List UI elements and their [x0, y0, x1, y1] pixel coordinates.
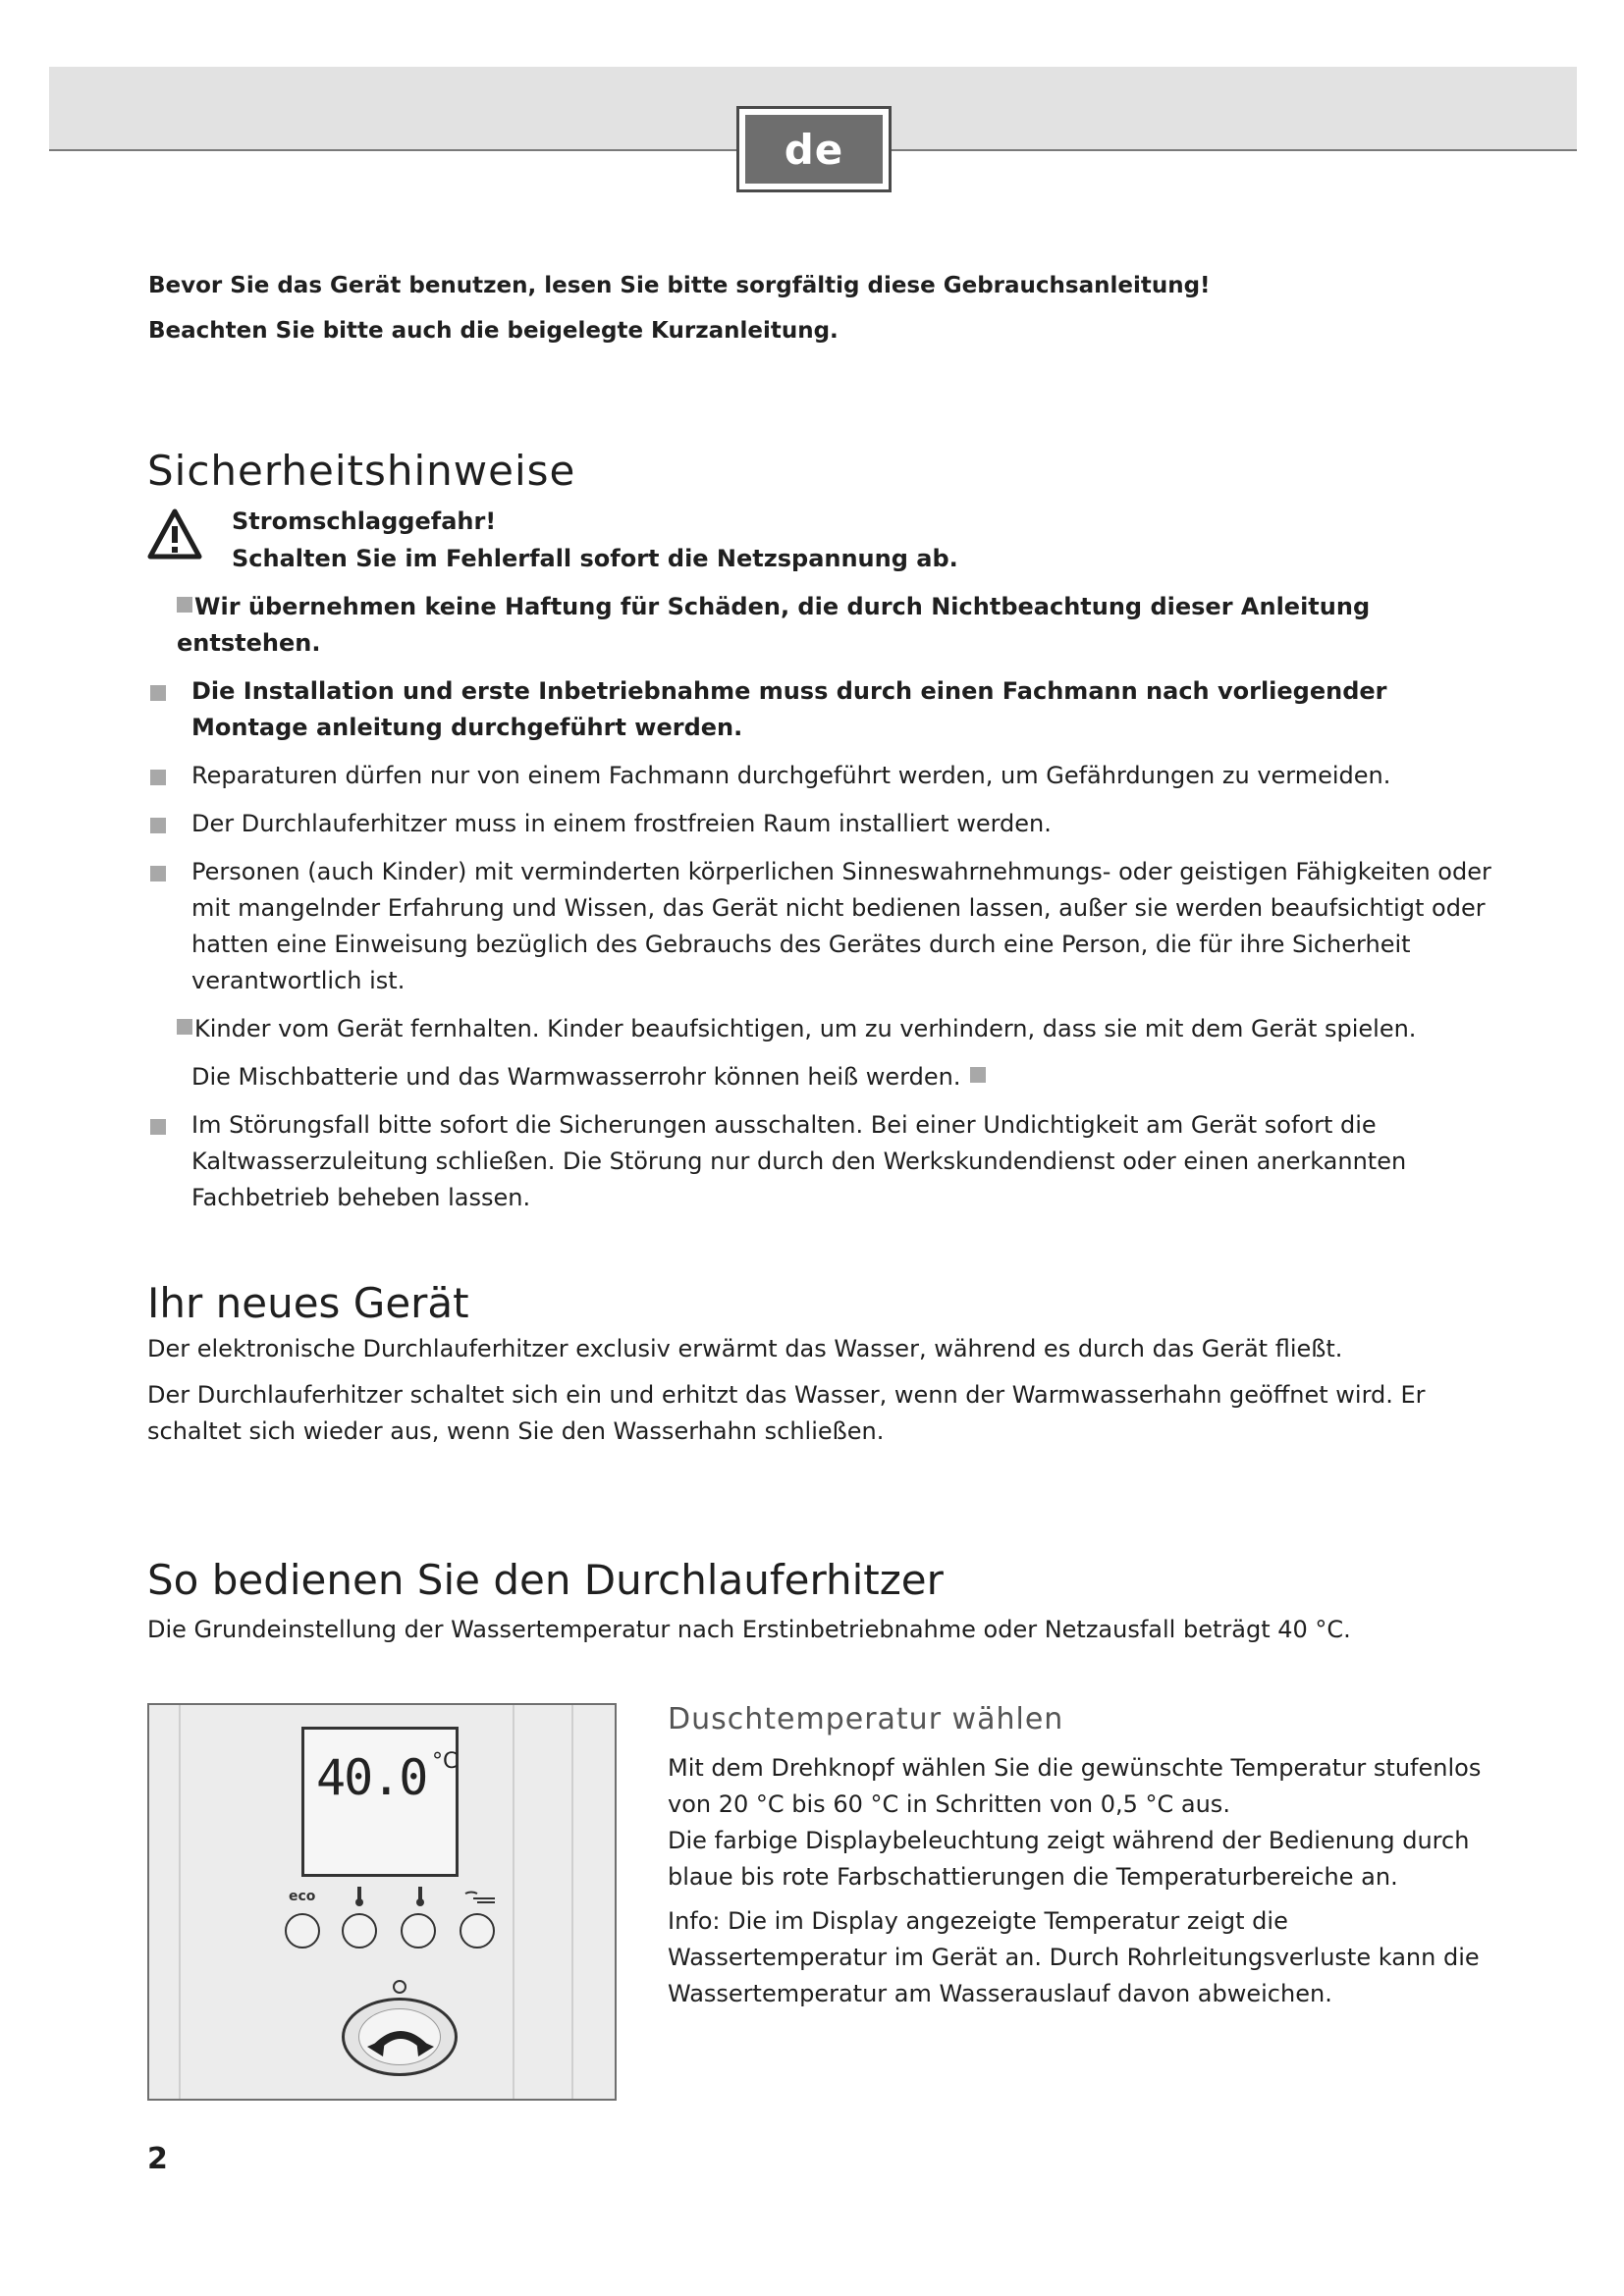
warning-line: Schalten Sie im Fehlerfall sofort die Netzspannung ab. [232, 545, 958, 572]
paragraph: Info: Die im Display angezeigte Temperatur zeigt die Wassertemperatur im Gerät an. Durch Rohrleitungsverluste kann die Wassertemperatur am Wasserauslauf davon abweichen. [668, 1907, 1480, 2007]
paragraph: Der Durchlauferhitzer schaltet sich ein und erhitzt das Wasser, wenn der Warmwasserhahn geöffnet wird. Er schaltet sich wieder aus, wenn Sie den Wasserhahn schließen. [147, 1381, 1426, 1445]
paragraph: Der elektronische Durchlauferhitzer exclusiv erwärmt das Wasser, während es durch das Gerät fließt. [147, 1335, 1343, 1362]
bullet-square-icon [150, 866, 166, 881]
list-item: Reparaturen dürfen nur von einem Fachmann durchgeführt werden, um Gefährdungen zu vermeiden. [147, 758, 1492, 794]
device-panel-illustration [147, 1703, 617, 2101]
intro-line: Beachten Sie bitte auch die beigelegte Kurzanleitung. [148, 318, 839, 344]
list-item: Der Durchlauferhitzer muss in einem frostfreien Raum installiert werden. [147, 806, 1492, 842]
operation-title: So bedienen Sie den Durchlauferhitzer [147, 1556, 944, 1604]
bullet-square-icon [150, 685, 166, 701]
safety-list [147, 589, 1492, 1228]
eco-label: eco [289, 1889, 316, 1904]
paragraph: Mit dem Drehknopf wählen Sie die gewünschte Temperatur stufenlos von 20 °C bis 60 °C in Schritten von 0,5 °C aus. [668, 1754, 1482, 1818]
list-item: Personen (auch Kinder) mit verminderten körperlichen Sinneswahrnehmungs- oder geistigen Fähigkeiten oder mit mangelnder Erfahrung und Wissen, das Gerät nicht bedienen lassen, außer sie werden beaufsichtigt oder hatten eine Einweisung bezüglich des Gebrauchs des Gerätes durch eine Person, die für ihre Sicherheit verantwortlich ist. [147, 854, 1492, 999]
panel-divider [571, 1705, 573, 2099]
panel-divider [179, 1705, 181, 2099]
temperature-preset-1-button[interactable] [342, 1913, 377, 1949]
rotate-arrows-icon [367, 2017, 434, 2058]
list-item: Die Installation und erste Inbetriebnahme muss durch einen Fachmann nach vorliegender Montage anleitung durchgeführt werden. [147, 673, 1492, 746]
bullet-square-icon [150, 770, 166, 785]
list-item: Die Mischbatterie und das Warmwasserrohr können heiß werden. [147, 1059, 1492, 1095]
bullet-square-icon [150, 818, 166, 833]
page-number: 2 [147, 2142, 168, 2176]
panel-divider [513, 1705, 514, 2099]
list-item: Kinder vom Gerät fernhalten. Kinder beaufsichtigen, um zu verhindern, dass sie mit dem Gerät spielen. [147, 1011, 1492, 1047]
bullet-square-icon [177, 1019, 192, 1035]
warning-line: Stromschlaggefahr! [232, 507, 497, 535]
list-item: Wir übernehmen keine Haftung für Schäden, die durch Nichtbeachtung dieser Anleitung entstehen. [177, 593, 1371, 657]
knob-indicator-dot [393, 1980, 406, 1994]
bullet-square-icon [970, 1067, 986, 1083]
shower-temperature-title: Duschtemperatur wählen [668, 1702, 1064, 1736]
eco-button[interactable] [285, 1913, 320, 1949]
temperature-preset-2-button[interactable] [401, 1913, 436, 1949]
language-badge-label: de [745, 115, 883, 184]
list-item: Im Störungsfall bitte sofort die Sicherungen ausschalten. Bei einer Undichtigkeit am Gerät sofort die Kaltwasserzuleitung schließen. Die Störung nur durch den Werkskundendienst oder einen anerkannten Fachbetrieb beheben lassen. [147, 1107, 1492, 1216]
bullet-square-icon [150, 1119, 166, 1135]
flow-icon [463, 1890, 497, 1905]
rotary-knob[interactable] [342, 1998, 458, 2076]
flow-button[interactable] [460, 1913, 495, 1949]
display-value: 40.0 [316, 1749, 427, 1806]
paragraph: Die farbige Displaybeleuchtung zeigt während der Bedienung durch blaue bis rote Farbschattierungen die Temperaturbereiche an. [668, 1827, 1470, 1891]
intro [148, 263, 1484, 353]
new-device-body [147, 1331, 1502, 1460]
intro-line: Bevor Sie das Gerät benutzen, lesen Sie bitte sorgfältig diese Gebrauchsanleitung! [148, 273, 1211, 298]
thermometer-low-icon [353, 1886, 365, 1907]
display-unit: °C [432, 1749, 459, 1774]
language-badge [736, 106, 892, 192]
bullet-square-icon [177, 597, 192, 613]
warning-triangle-icon [147, 508, 202, 560]
shower-temperature-body [668, 1750, 1512, 2020]
thermometer-high-icon [414, 1886, 426, 1907]
new-device-title: Ihr neues Gerät [147, 1279, 469, 1327]
safety-title: Sicherheitshinweise [147, 447, 576, 495]
temperature-display [301, 1727, 459, 1877]
warning-text [232, 503, 958, 577]
operation-intro: Die Grundeinstellung der Wassertemperatur nach Erstinbetriebnahme oder Netzausfall beträgt 40 °C. [147, 1616, 1351, 1643]
